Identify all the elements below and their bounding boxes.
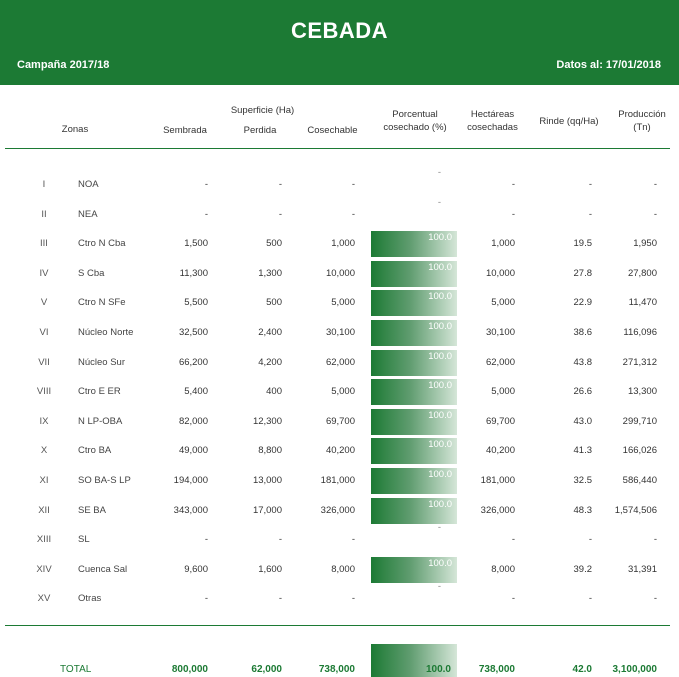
zone-name: Núcleo Norte: [78, 327, 134, 338]
sembrada-value: 9,600: [184, 563, 208, 575]
total-row: [0, 640, 679, 677]
pct-value: -: [437, 196, 441, 208]
cosechable-value: 5,000: [331, 297, 355, 309]
row-number: XII: [38, 504, 50, 516]
campaign-label: Campaña 2017/18: [17, 59, 110, 71]
data-date-label: Datos al: 17/01/2018: [556, 59, 661, 71]
cosechable-value: 8,000: [331, 563, 355, 575]
pct-value: -: [437, 522, 441, 534]
col-hectareas: [460, 108, 525, 134]
table-row: [0, 407, 679, 436]
col-rinde: Rinde (qq/Ha): [539, 116, 599, 127]
hectareas-value: -: [511, 593, 515, 605]
cosechable-value: 1,000: [331, 238, 355, 250]
table-row: [0, 377, 679, 406]
produccion-value: 166,026: [622, 445, 657, 457]
col-porcentual-line1: Porcentual: [392, 109, 438, 120]
cosechable-value: 326,000: [320, 504, 355, 516]
zone-name: SE BA: [78, 504, 106, 516]
total-produccion: 3,100,000: [612, 664, 657, 675]
total-pct: 100.0: [425, 664, 451, 675]
sembrada-value: 5,400: [184, 386, 208, 398]
total-cosechable: 738,000: [318, 664, 355, 675]
cosechable-value: 5,000: [331, 386, 355, 398]
perdida-value: 500: [266, 238, 282, 250]
sembrada-value: -: [204, 534, 208, 546]
hectareas-value: 8,000: [491, 563, 515, 575]
table-row: [0, 288, 679, 317]
pct-value: -: [437, 167, 441, 178]
zone-name: SO BA-S LP: [78, 475, 131, 486]
produccion-value: -: [653, 593, 657, 605]
pct-value: 100.0: [428, 350, 452, 362]
pct-value: 100.0: [428, 439, 452, 451]
zone-name: Ctro E ER: [78, 386, 121, 398]
row-number: XV: [37, 593, 51, 605]
table-row: [0, 196, 679, 229]
zone-name: Ctro BA: [78, 445, 112, 457]
col-hectareas-line1: Hectáreas: [470, 109, 515, 120]
rinde-value: -: [588, 179, 592, 190]
hectareas-value: 40,200: [485, 445, 515, 457]
pct-value: 100.0: [428, 261, 452, 273]
hectareas-value: 30,100: [485, 327, 515, 338]
rinde-value: 22.9: [573, 297, 592, 309]
row-number: VII: [38, 356, 50, 368]
produccion-value: 31,391: [627, 563, 657, 575]
perdida-value: 1,300: [258, 267, 282, 279]
produccion-value: 299,710: [622, 415, 657, 427]
table-row: [0, 466, 679, 495]
perdida-value: -: [278, 179, 282, 190]
pct-value: 100.0: [428, 498, 452, 510]
perdida-value: 400: [266, 386, 282, 398]
sembrada-value: 32,500: [178, 327, 208, 338]
pct-value: 100.0: [428, 469, 452, 480]
perdida-value: 17,000: [252, 504, 282, 516]
perdida-value: 4,200: [258, 356, 282, 368]
perdida-value: -: [278, 208, 282, 220]
cosechable-value: 181,000: [320, 475, 355, 486]
rinde-value: -: [588, 534, 592, 546]
table-row: [0, 318, 679, 347]
perdida-value: 12,300: [252, 415, 282, 427]
produccion-value: -: [653, 179, 657, 190]
sembrada-value: -: [204, 593, 208, 605]
cosechable-value: -: [351, 208, 355, 220]
sembrada-value: -: [204, 179, 208, 190]
cosechable-value: 30,100: [325, 327, 355, 338]
hectareas-value: 5,000: [491, 297, 515, 309]
report-header: [0, 0, 679, 85]
produccion-value: 116,096: [623, 327, 657, 338]
zone-name: SL: [78, 534, 90, 546]
table-row: [0, 167, 679, 199]
col-cosechable: Cosechable: [307, 125, 358, 136]
perdida-value: 1,600: [258, 563, 282, 575]
sembrada-value: 5,500: [184, 297, 208, 309]
hectareas-value: 181,000: [480, 475, 515, 486]
hectareas-value: 5,000: [491, 386, 515, 398]
row-number: X: [40, 445, 48, 457]
hectareas-value: -: [511, 208, 515, 220]
col-zonas: Zonas: [61, 124, 89, 135]
sembrada-value: -: [204, 208, 208, 220]
hectareas-value: 1,000: [491, 238, 515, 250]
perdida-value: -: [278, 534, 282, 546]
sembrada-value: 82,000: [178, 415, 208, 427]
zone-name: NOA: [78, 179, 99, 190]
produccion-value: 1,950: [633, 238, 657, 250]
total-rinde: 42.0: [572, 664, 592, 675]
hectareas-value: 10,000: [485, 267, 515, 279]
pct-value: 100.0: [428, 321, 452, 332]
produccion-value: 271,312: [622, 356, 657, 368]
row-number: XIII: [36, 534, 52, 546]
row-number: III: [40, 238, 48, 250]
rinde-value: 32.5: [573, 475, 592, 486]
hectareas-value: -: [511, 179, 515, 190]
cosechable-value: 10,000: [325, 267, 355, 279]
col-produccion-line2: (Tn): [633, 122, 651, 133]
zone-name: NEA: [78, 208, 98, 220]
sembrada-value: 343,000: [173, 504, 208, 516]
produccion-value: 11,470: [628, 297, 657, 309]
row-number: I: [42, 179, 46, 190]
produccion-value: 27,800: [627, 267, 657, 279]
col-superficie: Superficie (Ha): [230, 105, 295, 116]
total-divider: [5, 625, 670, 626]
hectareas-value: 326,000: [480, 504, 515, 516]
row-number: II: [41, 208, 47, 220]
table-row: [0, 229, 679, 258]
header-divider: [5, 148, 670, 149]
zone-name: Núcleo Sur: [78, 356, 125, 368]
produccion-value: -: [653, 208, 657, 220]
pct-value: 100.0: [428, 232, 452, 244]
sembrada-value: 11,300: [179, 267, 208, 279]
perdida-value: -: [278, 593, 282, 605]
rinde-value: 19.5: [573, 238, 592, 250]
pct-value: 100.0: [428, 291, 452, 303]
rinde-value: 27.8: [573, 267, 592, 279]
cosechable-value: -: [351, 534, 355, 546]
zone-name: Ctro N SFe: [78, 297, 126, 309]
sembrada-value: 49,000: [178, 445, 208, 457]
row-number: XI: [39, 475, 49, 486]
zone-name: Cuenca Sal: [78, 563, 128, 575]
pct-value: 100.0: [428, 409, 452, 421]
rinde-value: 48.3: [573, 504, 592, 516]
sembrada-value: 1,500: [184, 238, 208, 250]
table-row: [0, 496, 679, 525]
perdida-value: 13,000: [252, 475, 282, 486]
row-number: VIII: [36, 386, 52, 398]
cosechable-value: -: [351, 593, 355, 605]
produccion-value: 586,440: [622, 475, 657, 486]
col-hectareas-line2: cosechadas: [467, 122, 518, 133]
table-row: [0, 555, 679, 584]
zone-name: S Cba: [78, 267, 105, 279]
perdida-value: 500: [266, 297, 282, 309]
rinde-value: 39.2: [573, 563, 592, 575]
rinde-value: 43.8: [573, 356, 592, 368]
total-sembrada: 800,000: [171, 664, 208, 675]
row-number: IX: [39, 415, 49, 427]
total-hectareas: 738,000: [478, 664, 515, 675]
rinde-value: 41.3: [573, 445, 592, 457]
report-title: CEBADA: [290, 18, 389, 43]
pct-value: -: [437, 581, 441, 593]
cosechable-value: 62,000: [325, 356, 355, 368]
rinde-value: -: [588, 208, 592, 220]
hectareas-value: 69,700: [485, 415, 515, 427]
cosechable-value: 69,700: [325, 415, 355, 427]
col-perdida: Perdida: [243, 125, 277, 136]
row-number: VI: [39, 327, 49, 338]
table-row: [0, 348, 679, 377]
perdida-value: 8,800: [258, 445, 282, 457]
cosechable-value: 40,200: [325, 445, 355, 457]
produccion-value: 1,574,506: [614, 504, 657, 516]
sembrada-value: 194,000: [173, 475, 208, 486]
pct-value: 100.0: [428, 380, 452, 392]
rinde-value: 38.6: [573, 327, 592, 338]
col-produccion: [612, 108, 672, 134]
zone-name: N LP-OBA: [78, 415, 123, 427]
table-row: [0, 436, 679, 465]
pct-value: 100.0: [428, 557, 452, 569]
zone-name: Otras: [78, 593, 102, 605]
col-porcentual-line2: cosechado (%): [383, 122, 447, 133]
sembrada-value: 66,200: [178, 356, 208, 368]
produccion-value: 13,300: [627, 386, 657, 398]
table-row: [0, 522, 679, 554]
table-row: [0, 581, 679, 613]
rinde-value: 43.0: [573, 415, 592, 427]
produccion-value: -: [653, 534, 657, 546]
hectareas-value: -: [511, 534, 515, 546]
row-number: IV: [39, 267, 49, 279]
col-sembrada: Sembrada: [163, 125, 207, 136]
col-porcentual: [370, 108, 460, 134]
col-produccion-line1: Producción: [618, 109, 666, 120]
rinde-value: -: [588, 593, 592, 605]
row-number: XIV: [36, 563, 52, 575]
hectareas-value: 62,000: [485, 356, 515, 368]
perdida-value: 2,400: [258, 327, 282, 338]
rinde-value: 26.6: [573, 386, 592, 398]
table-row: [0, 259, 679, 288]
total-perdida: 62,000: [251, 664, 282, 675]
row-number: V: [40, 297, 48, 309]
zone-name: Ctro N Cba: [78, 238, 126, 250]
cosechable-value: -: [351, 179, 355, 190]
total-label: TOTAL: [60, 664, 92, 675]
